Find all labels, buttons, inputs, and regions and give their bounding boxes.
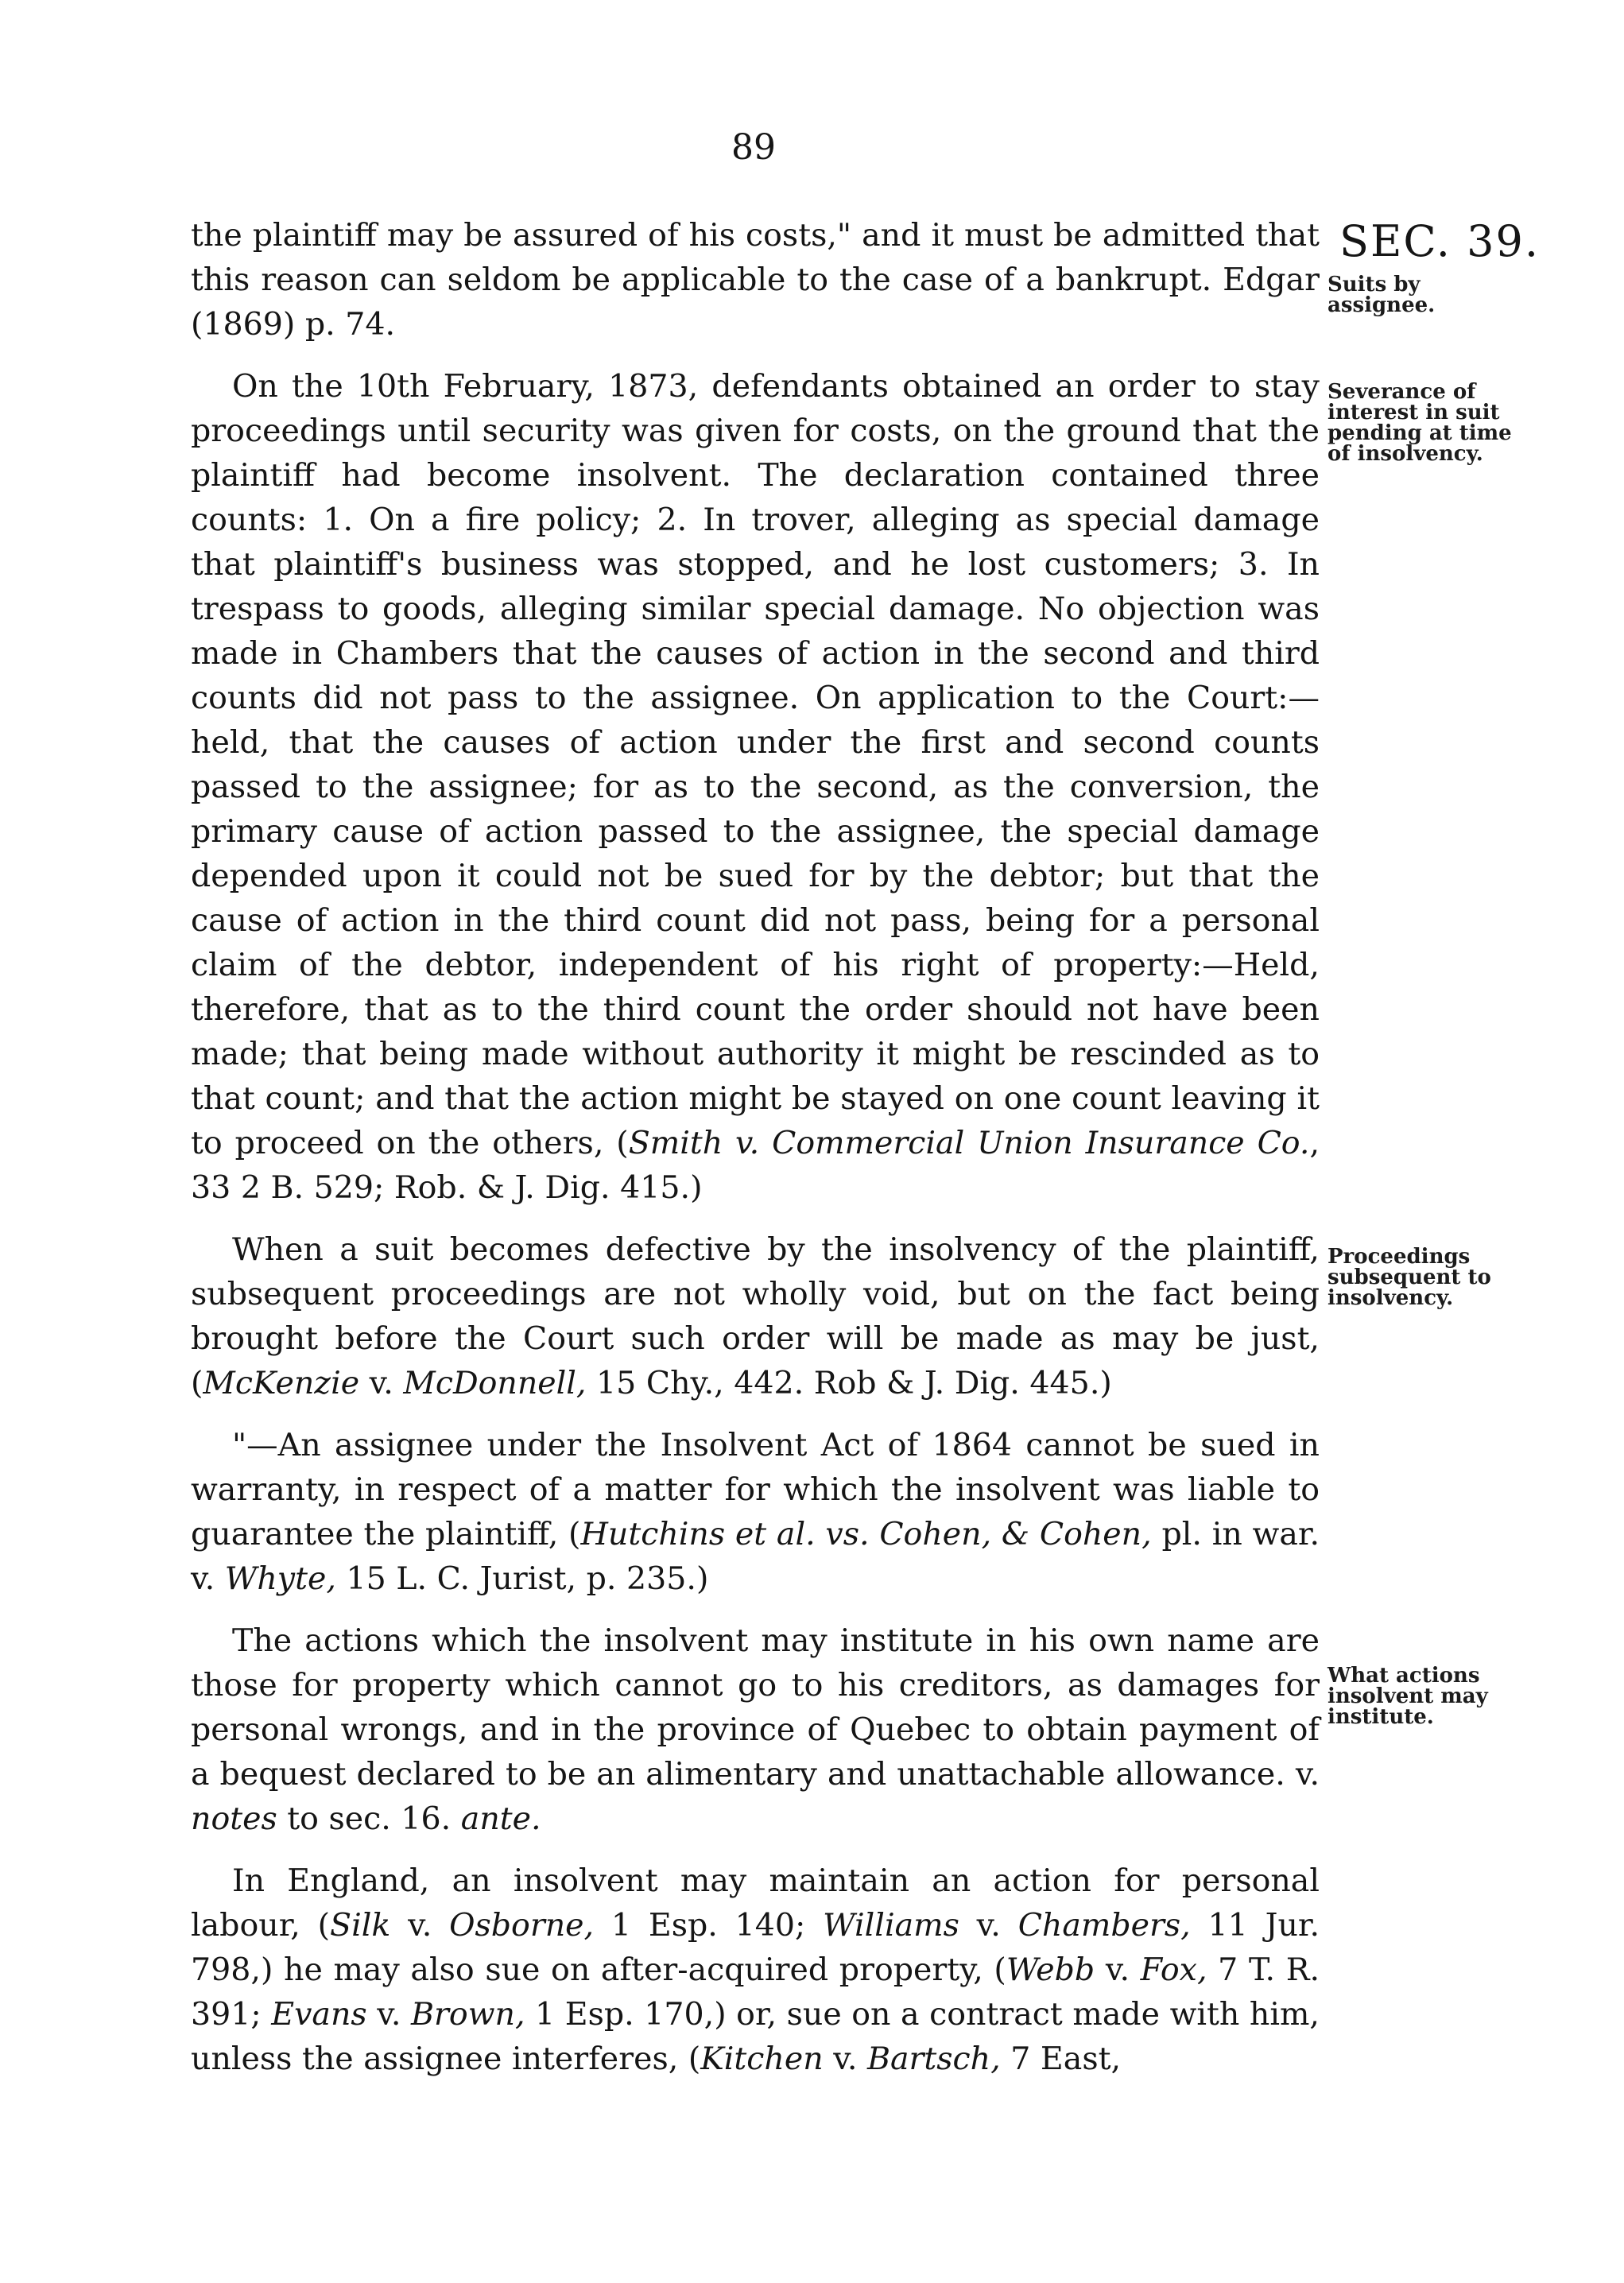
text: 7 T. R. 391; [191,1952,1320,2033]
text: When a suit becomes defective by the insolvency of the plaintiff, subsequent proceedings are not wholly void, but on the fact being brought before the Court such order will be made as may be just, ( [191,1231,1320,1401]
case-citation: Chambers, [1017,1907,1191,1944]
case-citation: Whyte, [224,1560,336,1597]
text: 1 Esp. 170,) or, sue on a contract made with him, unless the assignee interferes, ( [191,1996,1320,2077]
text: v. [959,1907,1018,1944]
case-citation: Evans [271,1996,367,2033]
text: 7 East, [1000,2041,1122,2077]
text: 15 L. C. Jurist, p. 235.) [335,1560,709,1597]
case-citation: Webb [1006,1952,1095,1988]
reference: notes [191,1800,277,1837]
text: In England, an insolvent may maintain an action for personal labour, ( [191,1862,1320,1944]
case-citation: Smith v. Commercial Union Insurance Co. [628,1125,1310,1161]
case-citation: Brown, [411,1996,525,2033]
text: v. [390,1907,450,1944]
paragraph-assignee-warranty [191,1423,1320,1601]
margin-note-suits-by-assignee: Suits by assignee. [1327,273,1436,317]
section-heading: SEC. 39. [1339,216,1541,266]
case-citation: Silk [330,1907,391,1944]
body-text [191,213,1320,2099]
margin-note-proceedings-subsequent: Proceedings subsequent to insolvency. [1327,1245,1491,1310]
case-citation: Bartsch, [866,2041,1001,2077]
margin-note-severance-of-interest: Severance of interest in suit pending at time of insolvency. [1327,380,1512,466]
case-citation: McKenzie [203,1365,360,1401]
text: v. [366,1996,411,2033]
page-number: 89 [731,127,776,168]
text: 11 Jur. 798,) he may also sue on after-acquired property, ( [191,1907,1320,1988]
paragraph-actions-insolvent [191,1618,1320,1841]
text: On the 10th February, 1873, defendants obtained an order to stay proceedings until security was given for costs, on the ground that the plaintiff had become insolvent. The declaration contained three counts: 1. On a fire policy; 2. In trover, alleging as special damage that plaintiff's business was stopped, and he lost customers; 3. In trespass to goods, alleging similar special damage. No objection was made in Chambers that the causes of action in the second and third counts did not pass to the assignee. On application to the Court:—held, that the causes of action under the first and second counts passed to the assignee; for as to the second, as the conversion, the primary cause of action passed to the assignee, the special damage depended upon it could not be sued for by the debtor; but that the cause of action in the third count did not pass, being for a personal claim of the debtor, independent of his right of property:—Held, therefore, that as to the third count the order should not have been made; that being made without authority it might be rescinded as to that count; and that the action might be stayed on one count leaving it to proceed on the others, ( [191,368,1320,1161]
paragraph-england [191,1859,1320,2081]
text: pl. in war. v. [191,1516,1320,1597]
text: 1 Esp. 140; [594,1907,824,1944]
case-citation: Hutchins et al. vs. Cohen, & Cohen, [580,1516,1152,1552]
case-citation: Kitchen [700,2041,824,2077]
text: v. [359,1365,404,1401]
text: to sec. 16. [277,1800,461,1837]
text: "—An assignee under the Insolvent Act of 1864 cannot be sued in warranty, in respect of a matter for which the insolvent was liable to guarantee the plaintiff, ( [191,1427,1320,1552]
paragraph-continuation: the plaintiff may be assured of his costs," and it must be admitted that this reason can seldom be applicable to the case of a bankrupt. Edgar (1869) p. 74. [191,217,1320,343]
text: 15 Chy., 442. Rob & J. Dig. 445.) [586,1365,1112,1401]
paragraph-defective-suit [191,1227,1320,1405]
case-citation: Osborne, [449,1907,595,1944]
reference: ante. [460,1800,541,1837]
case-citation: Fox, [1140,1952,1207,1988]
text: The actions which the insolvent may institute in his own name are those for property which cannot go to his creditors, as damages for personal wrongs, and in the province of Quebec to obtain payment of a bequest declared to be an alimentary and unattachable allowance. v. [191,1622,1320,1793]
text: v. [823,2041,867,2077]
paragraph-smith-case [191,364,1320,1210]
case-citation: McDonnell, [403,1365,587,1401]
case-citation: Williams [823,1907,959,1944]
margin-note-what-actions: What actions insolvent may institute. [1327,1664,1488,1729]
text: , 33 2 B. 529; Rob. & J. Dig. 415.) [191,1125,1320,1206]
text: v. [1095,1952,1141,1988]
